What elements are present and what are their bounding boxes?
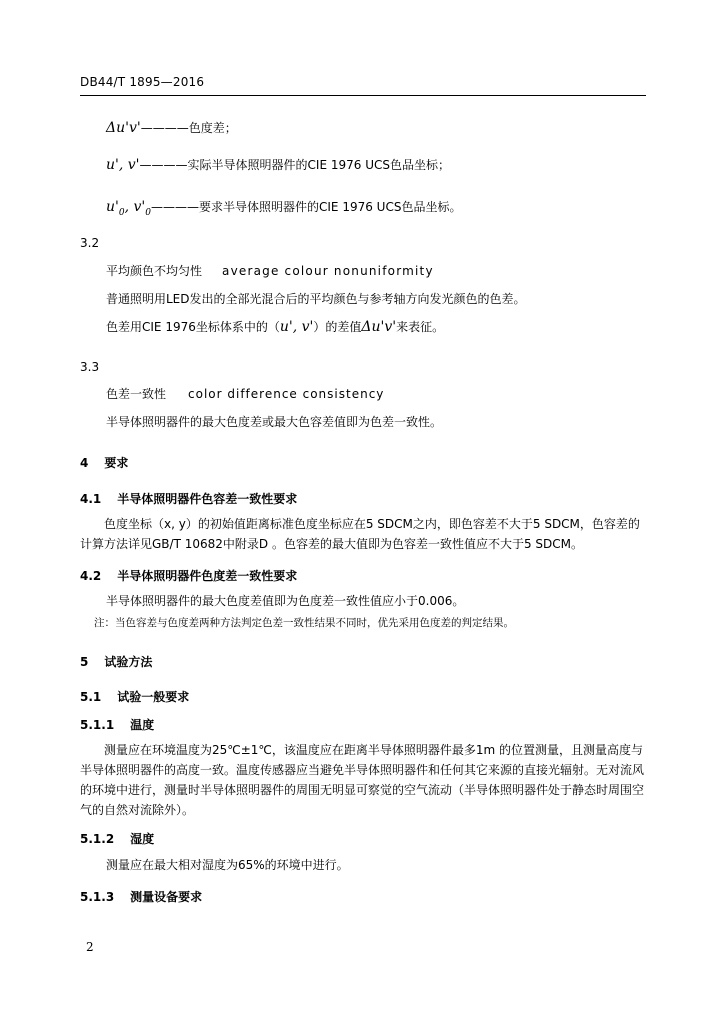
definition-text: ————色度差； [140,121,237,135]
section-4-1-paragraph: 色度坐标（x, y）的初始值距离标准色度坐标应在5 SDCM之内，即色容差不大于5 SDCM，色容差的计算方法详见GB/T 10682中附录D 。色容差的最大值即为色容差一致性值应不大于5 SDCM。 [80,517,640,551]
section-5-1-2-heading: 5.1.2 湿度 [80,832,155,846]
section-4-2-note: 注：当色容差与色度差两种方法判定色差一致性结果不同时，优先采用色度差的判定结果。 [94,617,514,629]
definition-text: ————要求半导体照明器件的CIE 1976 UCS色品坐标。 [151,200,462,214]
section-4-2-heading: 4.2 半导体照明器件色度差一致性要求 [80,569,298,583]
term-en: average colour nonuniformity [222,264,434,278]
section-5-heading: 5 试验方法 [80,655,153,669]
section-3-2-term [106,262,434,279]
section-3-2-number: 3.2 [80,236,100,250]
section-4-1-heading: 4.1 半导体照明器件色容差一致性要求 [80,492,298,506]
term-cn: 色差一致性 [106,387,167,401]
section-3-2-definition: 普通照明用LED发出的全部光混合后的平均颜色与参考轴方向发光颜色的色差。 [106,292,526,306]
term-cn: 平均颜色不均匀性 [106,264,203,278]
symbol-u0: $u'_0$, $v'_0$ [106,199,152,218]
section-5-1-1-heading: 5.1.1 温度 [80,718,155,732]
section-3-3-term [106,385,384,402]
section-5-1-1-paragraph: 测量应在环境温度为25℃±1℃，该温度应在距离半导体照明器件最多1m 的位置测量，且测量高度与半导体照明器件的高度一致。温度传感器应当避免半导体照明器件和任何其它来源的直接光辐射。无对流风的环境中进行，测量时半导体照明器件的周围无明显可察觉的空气流动（半导体照明器件处于静态时周围空气的自然对流除外）。 [80,743,645,817]
section-5-1-2-paragraph: 测量应在最大相对湿度为65%的环境中进行。 [106,858,349,872]
section-5-1-heading: 5.1 试验一般要求 [80,690,190,704]
definition-delta-uv [106,117,237,136]
term-en: color difference consistency [188,387,385,401]
definition-text: ————实际半导体照明器件的CIE 1976 UCS色品坐标； [139,158,450,172]
page-number: 2 [86,940,94,954]
symbol-delta-uv: Δu'v' [106,120,141,136]
section-3-3-definition: 半导体照明器件的最大色度差或最大色容差值即为色差一致性。 [106,415,443,429]
section-3-2-line2: 色差用CIE 1976坐标体系中的（u', v'）的差值Δu'v'来表征。 [106,319,445,335]
section-4-heading: 4 要求 [80,456,129,470]
section-4-2-paragraph: 半导体照明器件的最大色度差值即为色度差一致性值应小于0.006。 [106,594,465,608]
section-5-1-3-heading: 5.1.3 测量设备要求 [80,890,203,904]
symbol-uv: u', v' [106,157,140,173]
definition-uv0 [106,196,461,218]
document-code-header: DB44/T 1895—2016 [80,75,205,89]
definition-uv [106,154,450,173]
section-3-3-number: 3.3 [80,360,100,374]
header-rule [80,95,646,96]
